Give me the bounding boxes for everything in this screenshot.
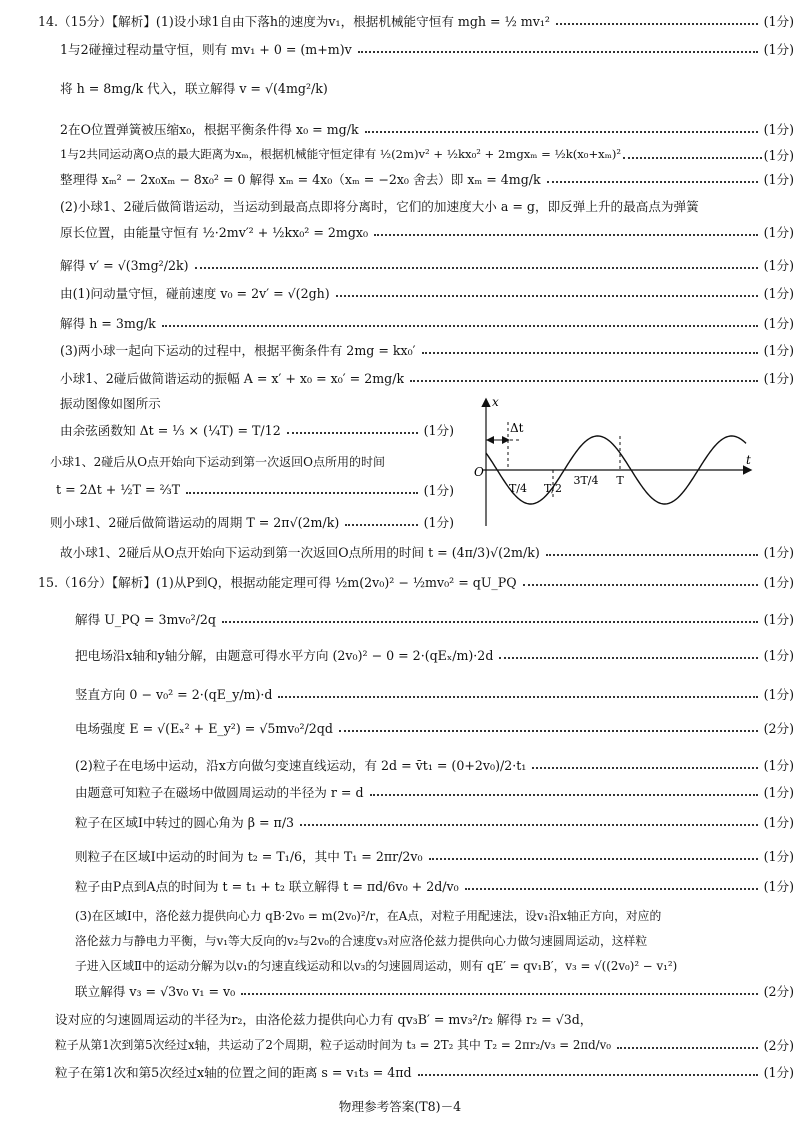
line-q14-11 (0, 307, 800, 337)
leader-dots (287, 432, 418, 434)
line-q15-4 (0, 678, 800, 708)
line-q14-3 (0, 72, 800, 102)
leader-dots (241, 993, 757, 995)
score-mark: (1分) (423, 422, 454, 438)
tick-label: 3T/4 (573, 474, 599, 487)
score-mark: (1分) (763, 257, 794, 273)
leader-dots (374, 234, 758, 236)
line-text: 解得 U_PQ = 3mv₀²/2q (75, 611, 216, 627)
t-axis-label: t (746, 453, 751, 467)
line-text: 整理得 xₘ² − 2x₀xₘ − 8x₀² = 0 解得 xₘ = 4x₀（xₘ = −2x₀ 舍去）即 xₘ = 4mg/k (60, 171, 541, 187)
line-q14-17 (0, 474, 460, 504)
score-mark: (1分) (763, 686, 794, 702)
line-text: 原长位置，由能量守恒有 ½·2mv′² + ½kx₀² = 2mgx₀ (60, 224, 369, 240)
line-q14-14 (0, 387, 460, 417)
leader-dots (546, 554, 758, 556)
line-text: 小球1、2碰后从O点开始向下运动到第一次返回O点所用的时间 (50, 454, 385, 469)
line-text: (2)小球1、2碰后做简谐运动，当运动到最高点即将分离时，它们的加速度大小 a = g，即反弹上升的最高点为弹簧 (60, 198, 699, 214)
line-q15-14 (0, 975, 800, 1005)
page-footer: 物理参考答案(T8)－4 (338, 1099, 462, 1114)
leader-dots (162, 325, 758, 327)
line-text: 1与2共同运动离O点的最大距离为xₘ，根据机械能守恒定律有 ½(2m)v² + ½kx₀² + 2mgxₘ = ½k(x₀+xₘ)² (60, 147, 621, 161)
score-mark: (1分) (763, 285, 794, 301)
score-mark: (1分) (423, 482, 454, 498)
line-q14-15 (0, 414, 460, 444)
line-text: 设对应的匀速圆周运动的半径为r₂，由洛伦兹力提供向心力有 qv₃B′ = mv₃²/r₂ 解得 r₂ = √3d， (55, 1011, 593, 1027)
score-mark: (1分) (763, 1064, 794, 1080)
leader-dots (532, 767, 757, 769)
line-text: 子进入区域Ⅱ中的运动分解为以v₁的匀速直线运动和以v₃的匀速圆周运动，则有 qE′ = qv₁B′，v₃ = √((2v₀)² − v₁²) (75, 958, 678, 973)
leader-dots (429, 858, 758, 860)
leader-dots (336, 295, 758, 297)
delta-label: Δt (510, 421, 524, 435)
line-text: 则粒子在区域Ⅰ中运动的时间为 t₂ = T₁/6，其中 T₁ = 2πr/2v₀ (75, 848, 423, 864)
line-q15-1 (0, 566, 800, 596)
score-mark: (1分) (763, 13, 794, 29)
line-text: 粒子从第1次到第5次经过x轴，共运动了2个周期，粒子运动时间为 t₃ = 2T₂ 其中 T₂ = 2πr₂/v₃ = 2πd/v₀ (55, 1037, 612, 1052)
line-q15-16 (0, 1029, 800, 1059)
leader-dots (418, 1074, 758, 1076)
leader-dots (358, 51, 758, 53)
score-mark: (2分) (763, 720, 794, 736)
line-text: 1与2碰撞过程动量守恒，则有 mv₁ + 0 = (m+m)v (60, 41, 352, 57)
line-q15-9 (0, 840, 800, 870)
leader-dots (365, 131, 758, 133)
line-q14-2 (0, 33, 800, 63)
line-q14-16 (0, 446, 460, 476)
origin-label: O (474, 465, 484, 479)
score-mark: (1分) (423, 514, 454, 530)
leader-dots (222, 621, 758, 623)
score-mark: (1分) (763, 848, 794, 864)
score-mark: (1分) (763, 757, 794, 773)
score-mark: (1分) (763, 315, 794, 331)
line-text: 解得 v′ = √(3mg²/2k) (60, 257, 189, 273)
line-q14-1 (0, 5, 800, 35)
leader-dots (547, 181, 758, 183)
line-text: 故小球1、2碰后从O点开始向下运动到第一次返回O点所用的时间 t = (4π/3)√(2m/k) (60, 544, 540, 560)
line-text: 联立解得 v₃ = √3v₀ v₁ = v₀ (75, 983, 236, 999)
vibration-graph (462, 392, 762, 532)
line-text: 竖直方向 0 − v₀² = 2·(qE_y/m)·d (75, 686, 273, 702)
leader-dots (370, 794, 758, 796)
line-q14-12 (0, 334, 800, 364)
line-q15-6 (0, 749, 800, 779)
leader-dots (623, 157, 762, 159)
line-q15-8 (0, 806, 800, 836)
line-text: 小球1、2碰后做简谐运动的振幅 A = x′ + x₀ = x₀′ = 2mg/k (60, 370, 405, 386)
leader-dots (195, 267, 758, 269)
tick-label: T/2 (543, 482, 563, 495)
leader-dots (339, 730, 758, 732)
line-text: 2在O位置弹簧被压缩x₀，根据平衡条件得 x₀ = mg/k (60, 121, 359, 137)
leader-dots (523, 584, 758, 586)
line-text: (3)两小球一起向下运动的过程中，根据平衡条件有 2mg = kx₀′ (60, 342, 416, 358)
line-q15-2 (0, 603, 800, 633)
score-mark: (1分) (763, 147, 794, 163)
line-text: 14.（15分）【解析】(1)设小球1自由下落h的速度为v₁，根据机械能守恒有 mgh = ½ mv₁² (38, 13, 550, 29)
score-mark: (1分) (763, 544, 794, 560)
line-text: (3)在区域Ⅰ中，洛伦兹力提供向心力 qB·2v₀ = m(2v₀)²/r，在A点，对粒子用配速法，设v₁沿x轴正方向，对应的 (75, 908, 662, 923)
leader-dots (345, 524, 417, 526)
line-text: 洛伦兹力与静电力平衡，与v₁等大反向的v₂与2v₀的合速度v₃对应洛伦兹力提供向心力做匀速圆周运动，这样粒 (75, 933, 648, 948)
line-text: 振动图像如图所示 (60, 395, 161, 411)
score-mark: (2分) (763, 983, 794, 999)
leader-dots (300, 824, 757, 826)
score-mark: (1分) (763, 784, 794, 800)
line-text: 粒子在第1次和第5次经过x轴的位置之间的距离 s = v₁t₃ = 4πd (55, 1064, 412, 1080)
score-mark: (1分) (763, 41, 794, 57)
line-text: 粒子由P点到A点的时间为 t = t₁ + t₂ 联立解得 t = πd/6v₀ + 2d/v₀ (75, 878, 459, 894)
line-q14-10 (0, 277, 800, 307)
score-mark: (1分) (763, 611, 794, 627)
leader-dots (278, 696, 757, 698)
score-mark: (1分) (763, 370, 794, 386)
line-q14-18 (0, 506, 460, 536)
line-text: 由(1)问动量守恒，碰前速度 v₀ = 2v′ = √(2gh) (60, 285, 330, 301)
line-q15-10 (0, 870, 800, 900)
line-text: 15.（16分）【解析】(1)从P到Q，根据动能定理可得 ½m(2v₀)² − ½mv₀² = qU_PQ (38, 574, 517, 590)
leader-dots (556, 23, 758, 25)
leader-dots (465, 888, 758, 890)
line-text: 将 h = 8mg/k 代入，联立解得 v = √(4mg²/k) (60, 80, 328, 96)
line-text: 粒子在区域Ⅰ中转过的圆心角为 β = π/3 (75, 814, 295, 830)
score-mark: (1分) (763, 342, 794, 358)
leader-dots (617, 1047, 758, 1049)
line-q15-17 (0, 1056, 800, 1086)
line-q14-8 (0, 216, 800, 246)
line-text: 解得 h = 3mg/k (60, 315, 156, 331)
score-mark: (1分) (763, 647, 794, 663)
line-text: t = 2Δt + ½T = ⅔T (56, 481, 181, 497)
score-mark: (1分) (763, 878, 794, 894)
line-q14-6 (0, 163, 800, 193)
tick-label: T (616, 474, 624, 487)
score-mark: (1分) (763, 121, 794, 137)
score-mark: (1分) (763, 171, 794, 187)
line-q15-7 (0, 776, 800, 806)
leader-dots (410, 380, 757, 382)
line-text: 把电场沿x轴和y轴分解，由题意可得水平方向 (2v₀)² − 0 = 2·(qEₓ/m)·2d (75, 647, 494, 663)
line-q14-9 (0, 249, 800, 279)
line-text: 则小球1、2碰后做简谐运动的周期 T = 2π√(2m/k) (50, 514, 340, 530)
x-axis-label: x (492, 395, 499, 409)
score-mark: (1分) (763, 814, 794, 830)
score-mark: (2分) (763, 1037, 794, 1053)
line-text: 电场强度 E = √(Eₓ² + E_y²) = √5mv₀²/2qd (75, 720, 333, 736)
leader-dots (499, 657, 757, 659)
score-mark: (1分) (763, 224, 794, 240)
leader-dots (422, 352, 758, 354)
line-q14-19 (0, 536, 800, 566)
line-q15-5 (0, 712, 800, 742)
line-q15-3 (0, 639, 800, 669)
leader-dots (186, 492, 417, 494)
line-text: 由题意可知粒子在磁场中做圆周运动的半径为 r = d (75, 784, 364, 800)
score-mark: (1分) (763, 574, 794, 590)
tick-label: T/4 (508, 482, 528, 495)
line-text: (2)粒子在电场中运动，沿x方向做匀变速直线运动，有 2d = v̄t₁ = (0+2v₀)/2·t₁ (75, 757, 527, 773)
line-text: 由余弦函数知 Δt = ⅓ × (¼T) = T/12 (60, 422, 281, 438)
